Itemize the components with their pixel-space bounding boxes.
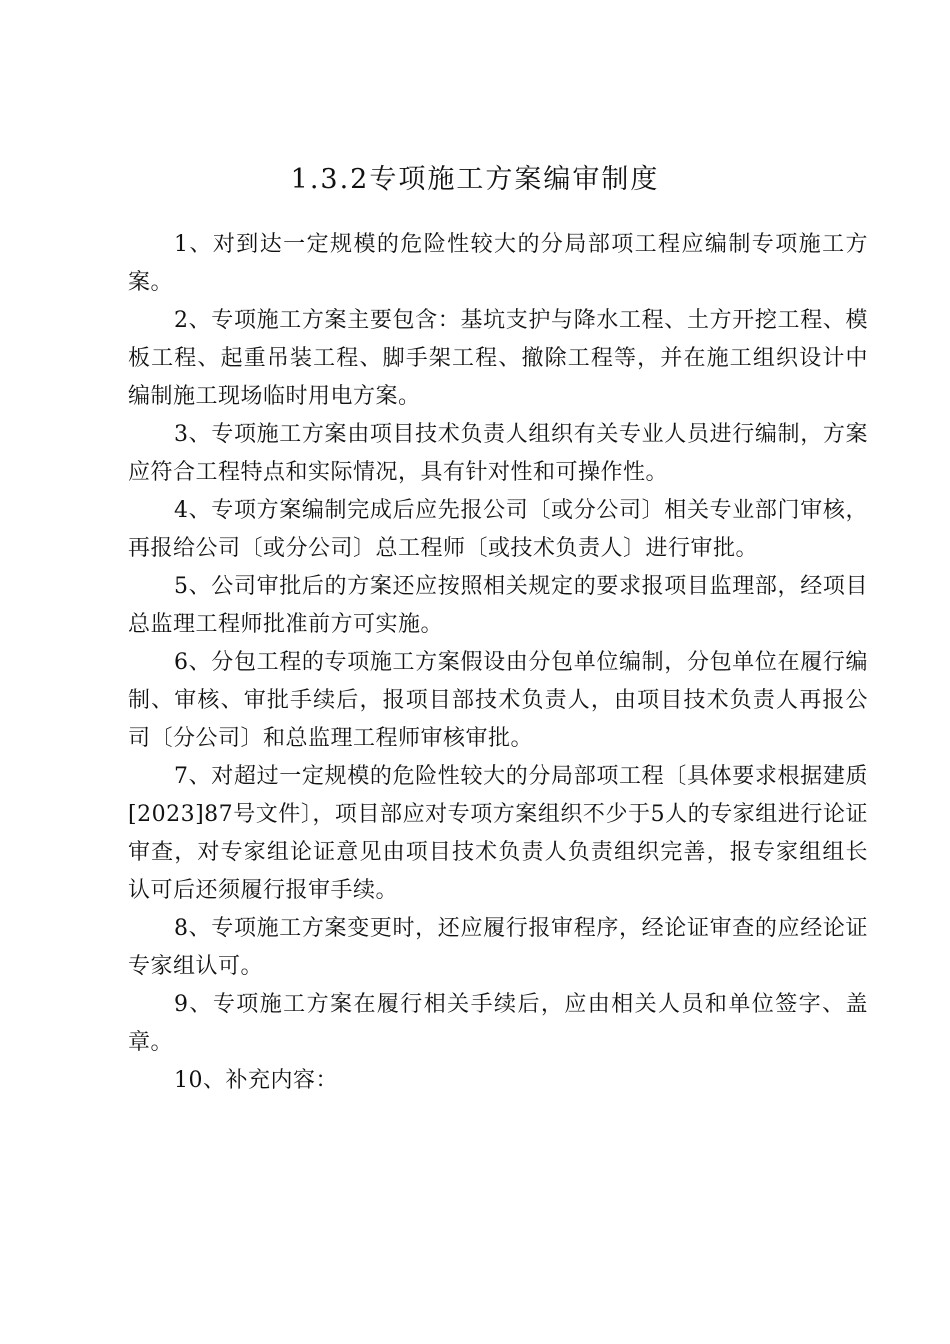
paragraph-5: 5、公司审批后的方案还应按照相关规定的要求报项目监理部，经项目总监理工程师批准前方可实施。 — [128, 574, 868, 637]
paragraph-3: 3、专项施工方案由项目技术负责人组织有关专业人员进行编制，方案应符合工程特点和实际情况，具有针对性和可操作性。 — [128, 422, 868, 485]
page-title: 1.3.2专项施工方案编审制度 — [290, 164, 660, 195]
paragraph-2: 2、专项施工方案主要包含：基坑支护与降水工程、土方开挖工程、模板工程、起重吊装工程、脚手架工程、撤除工程等，并在施工组织设计中编制施工现场临时用电方案。 — [128, 308, 868, 409]
paragraph-7: 7、对超过一定规模的危险性较大的分局部项工程〔具体要求根据建质[2023]87号文件〕，项目部应对专项方案组织不少于5人的专家组进行论证审查，对专家组论证意见由项目技术负责人负责组织完善，报专家组组长认可后还须履行报审手续。 — [128, 764, 868, 903]
paragraph-10: 10、补充内容： — [174, 1068, 338, 1093]
paragraph-4: 4、专项方案编制完成后应先报公司〔或分公司〕相关专业部门审核，再报给公司〔或分公司〕总工程师〔或技术负责人〕进行审批。 — [128, 498, 868, 561]
paragraph-9: 9、专项施工方案在履行相关手续后，应由相关人员和单位签字、盖章。 — [128, 992, 868, 1055]
paragraph-6: 6、分包工程的专项施工方案假设由分包单位编制，分包单位在履行编制、审核、审批手续后，报项目部技术负责人，由项目技术负责人再报公司〔分公司〕和总监理工程师审核审批。 — [128, 650, 868, 751]
paragraph-8: 8、专项施工方案变更时，还应履行报审程序，经论证审查的应经论证专家组认可。 — [128, 916, 868, 979]
document-body — [128, 226, 868, 1100]
paragraph-1: 1、对到达一定规模的危险性较大的分局部项工程应编制专项施工方案。 — [128, 232, 868, 295]
